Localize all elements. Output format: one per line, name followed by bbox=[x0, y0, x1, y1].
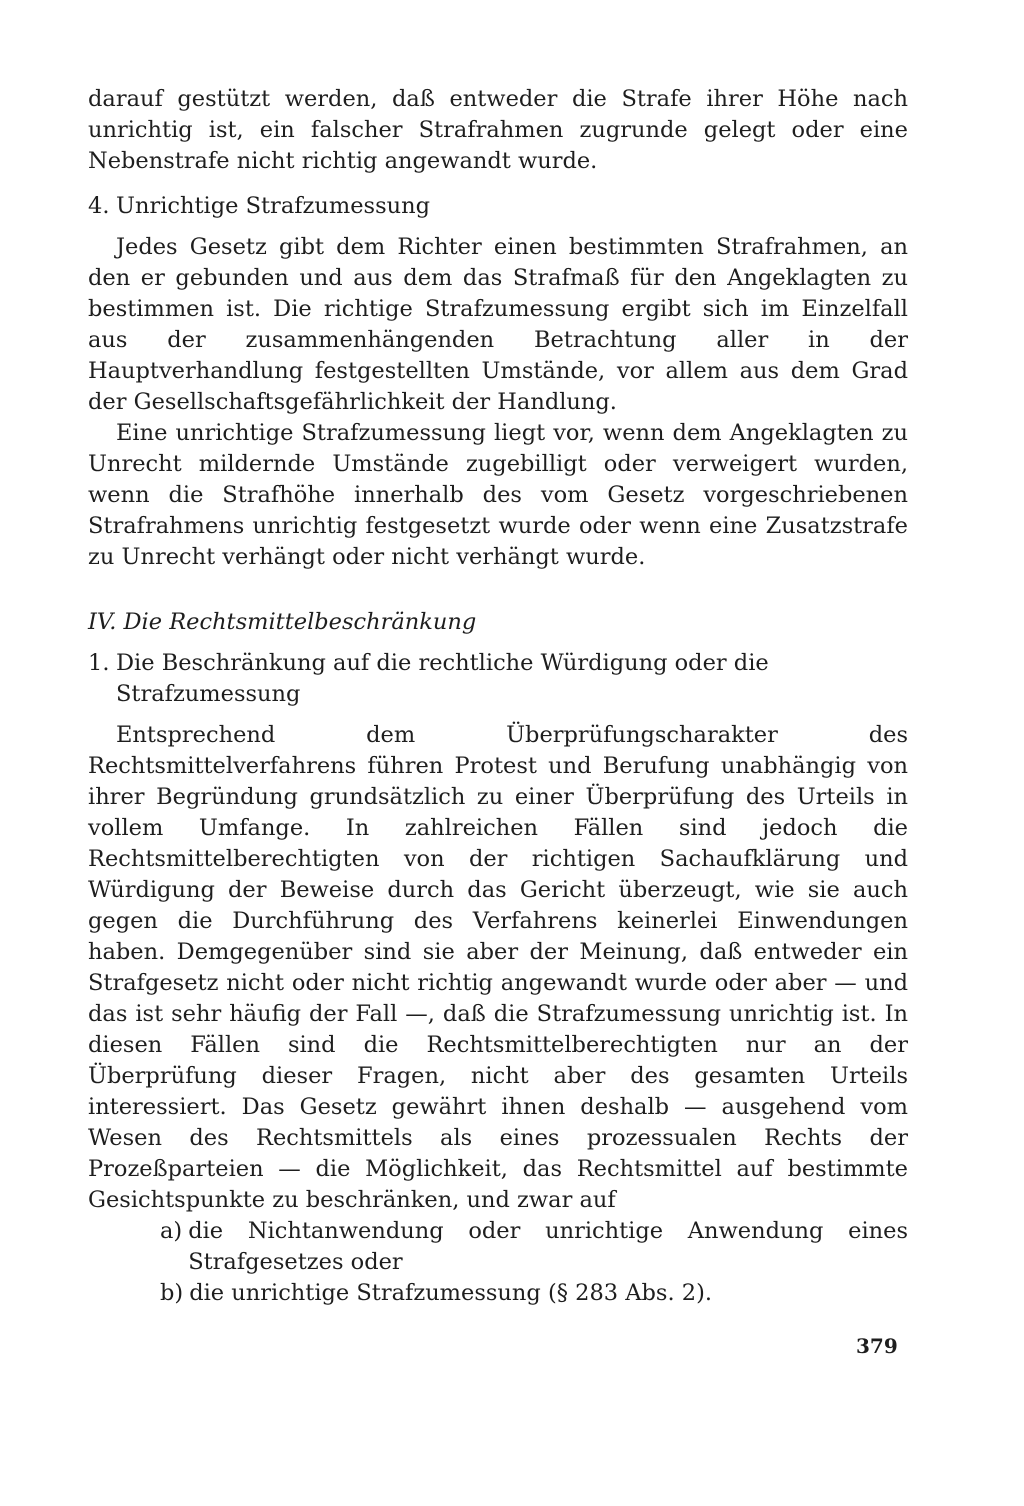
list-item-b bbox=[88, 1278, 908, 1309]
page-number: 379 bbox=[856, 1334, 898, 1358]
subheading-number: 4. bbox=[88, 193, 110, 219]
section-title: IV. Die Rechtsmittelbeschränkung bbox=[88, 609, 477, 635]
paragraph-strafrahmen: Jedes Gesetz gibt dem Richter einen bestimmten Strafrahmen, an den er gebunden und aus dem das Strafmaß für den Angeklagten zu bestimmen ist. Die richtige Strafzumessung ergibt sich im Einzelfall aus der zusammenhängenden Betrachtung aller in der Hauptverhandlung festgestellten Umstände, vor allem aus dem Grad der Gesellschaftsgefährlichkeit der Handlung. bbox=[88, 234, 908, 415]
list-item-label: b) bbox=[160, 1280, 184, 1306]
list-item-label: a) bbox=[160, 1218, 183, 1244]
page-body bbox=[88, 84, 908, 1309]
list-item-text: die unrichtige Strafzumessung (§ 283 Abs. 2). bbox=[189, 1280, 712, 1306]
subheading-unrichtige-strafzumessung bbox=[88, 191, 908, 222]
subheading-text: Die Beschränkung auf die rechtliche Würdigung oder die Strafzumessung bbox=[116, 650, 769, 707]
paragraph-continuation: darauf gestützt werden, daß entweder die Strafe ihrer Höhe nach unrichtig ist, ein falscher Strafrahmen zugrunde gelegt oder eine Nebenstrafe nicht richtig angewandt wurde. bbox=[88, 86, 908, 174]
paragraph-unrichtige-strafzumessung: Eine unrichtige Strafzumessung liegt vor, wenn dem Angeklagten zu Unrecht mildernde Umstände zugebilligt oder verweigert wurden, wenn die Strafhöhe innerhalb des vom Gesetz vorgeschriebenen Strafrahmens unrichtig festgesetzt wurde oder wenn eine Zusatzstrafe zu Unrecht verhängt oder nicht verhängt wurde. bbox=[88, 420, 908, 570]
subheading-number: 1. bbox=[88, 650, 110, 676]
list-item-text: die Nichtanwendung oder unrichtige Anwendung eines Strafgesetzes oder bbox=[188, 1218, 908, 1275]
subheading-text: Unrichtige Strafzumessung bbox=[116, 193, 431, 219]
list-item-a bbox=[88, 1216, 908, 1278]
paragraph-ueberpruefungscharakter: Entsprechend dem Überprüfungscharakter des Rechtsmittelverfahrens führen Protest und Berufung unabhängig von ihrer Begründung grundsätzlich zu einer Überprüfung des Urteils in vollem Umfange. In zahlreichen Fällen sind jedoch die Rechtsmittelberechtigten von der richtigen Sachaufklärung und Würdigung der Beweise durch das Gericht überzeugt, wie sie auch gegen die Durchführung des Verfahrens keinerlei Einwendungen haben. Demgegenüber sind sie aber der Meinung, daß entweder ein Strafgesetz nicht oder nicht richtig angewandt wurde oder aber — und das ist sehr häufig der Fall —, daß die Strafzumessung unrichtig ist. In diesen Fällen sind die Rechtsmittelberechtigten nur an der Überprüfung dieser Fragen, nicht aber des gesamten Urteils interessiert. Das Gesetz gewährt ihnen deshalb — ausgehend vom Wesen des Rechtsmittels als eines prozessualen Rechts der Prozeßparteien — die Möglichkeit, das Rechtsmittel auf bestimmte Gesichtspunkte zu beschränken, und zwar auf bbox=[88, 722, 908, 1213]
subheading-beschraenkung bbox=[88, 648, 908, 710]
